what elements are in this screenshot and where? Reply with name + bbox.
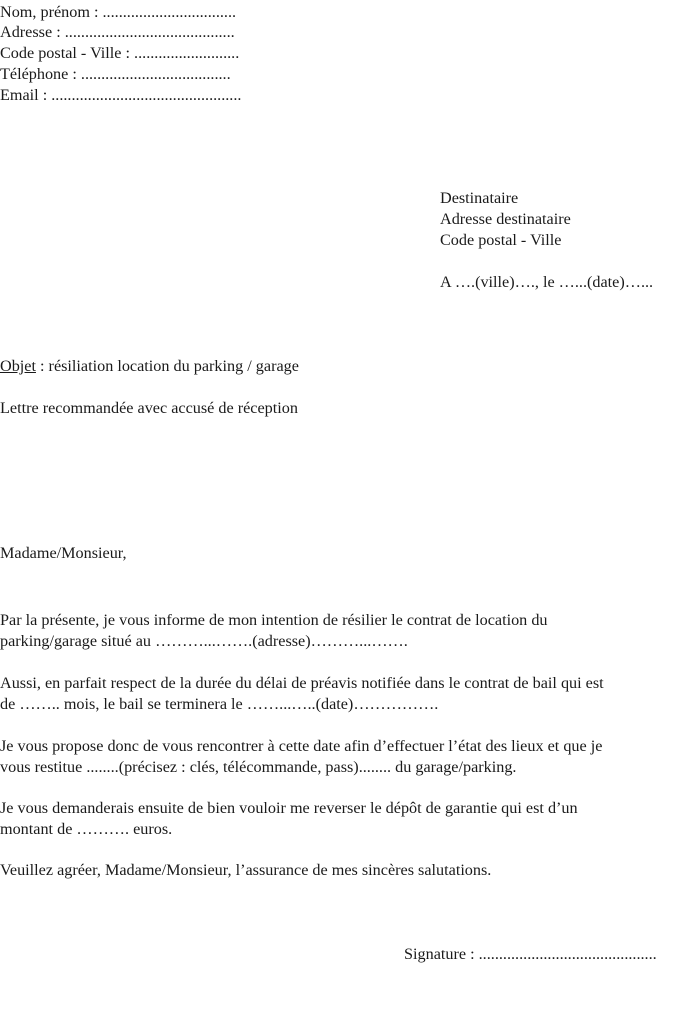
recipient-postal-city: Code postal - Ville <box>440 231 562 249</box>
recipient-name: Destinataire <box>440 189 519 207</box>
place-and-date: A ….(ville)…., le …...(date)…... <box>440 273 654 291</box>
paragraph-4-line-2: montant de ………. euros. <box>0 820 173 838</box>
paragraph-1-line-1: Par la présente, je vous informe de mon intention de résilier le contrat de location du <box>0 611 548 629</box>
sender-phone-field: Téléphone : ..................................... <box>0 65 231 83</box>
sender-name-field: Nom, prénom : ................................. <box>0 3 237 21</box>
paragraph-3-line-2: vous restitue ........(précisez : clés, télécommande, pass)........ du garage/parking. <box>0 758 517 776</box>
paragraph-2-line-1: Aussi, en parfait respect de la durée du délai de préavis notifiée dans le contrat de bail qui est <box>0 674 604 692</box>
sender-address-field: Adresse : .......................................... <box>0 23 235 41</box>
salutation: Madame/Monsieur, <box>0 544 127 562</box>
paragraph-3-line-1: Je vous propose donc de vous rencontrer à cette date afin d’effectuer l’état des lieux et que je <box>0 737 603 755</box>
subject-line <box>0 356 299 376</box>
signature-line: Signature : ............................................ <box>404 945 657 963</box>
recipient-address: Adresse destinataire <box>440 210 571 228</box>
paragraph-2-line-2: de …….. mois, le bail se terminera le ……...…..(date)……………. <box>0 695 439 713</box>
closing-formula: Veuillez agréer, Madame/Monsieur, l’assurance de mes sincères salutations. <box>0 861 492 879</box>
sender-email-field: Email : ............................................... <box>0 86 242 104</box>
subject-label: Objet <box>0 357 36 375</box>
subject-text: : résiliation location du parking / garage <box>35 357 299 375</box>
delivery-mode: Lettre recommandée avec accusé de réception <box>0 399 298 417</box>
paragraph-4-line-1: Je vous demanderais ensuite de bien vouloir me reverser le dépôt de garantie qui est d’un <box>0 799 578 817</box>
sender-postal-city-field: Code postal - Ville : .......................... <box>0 44 240 62</box>
paragraph-1-line-2: parking/garage situé au ………...…….(adresse)………...……. <box>0 632 408 650</box>
